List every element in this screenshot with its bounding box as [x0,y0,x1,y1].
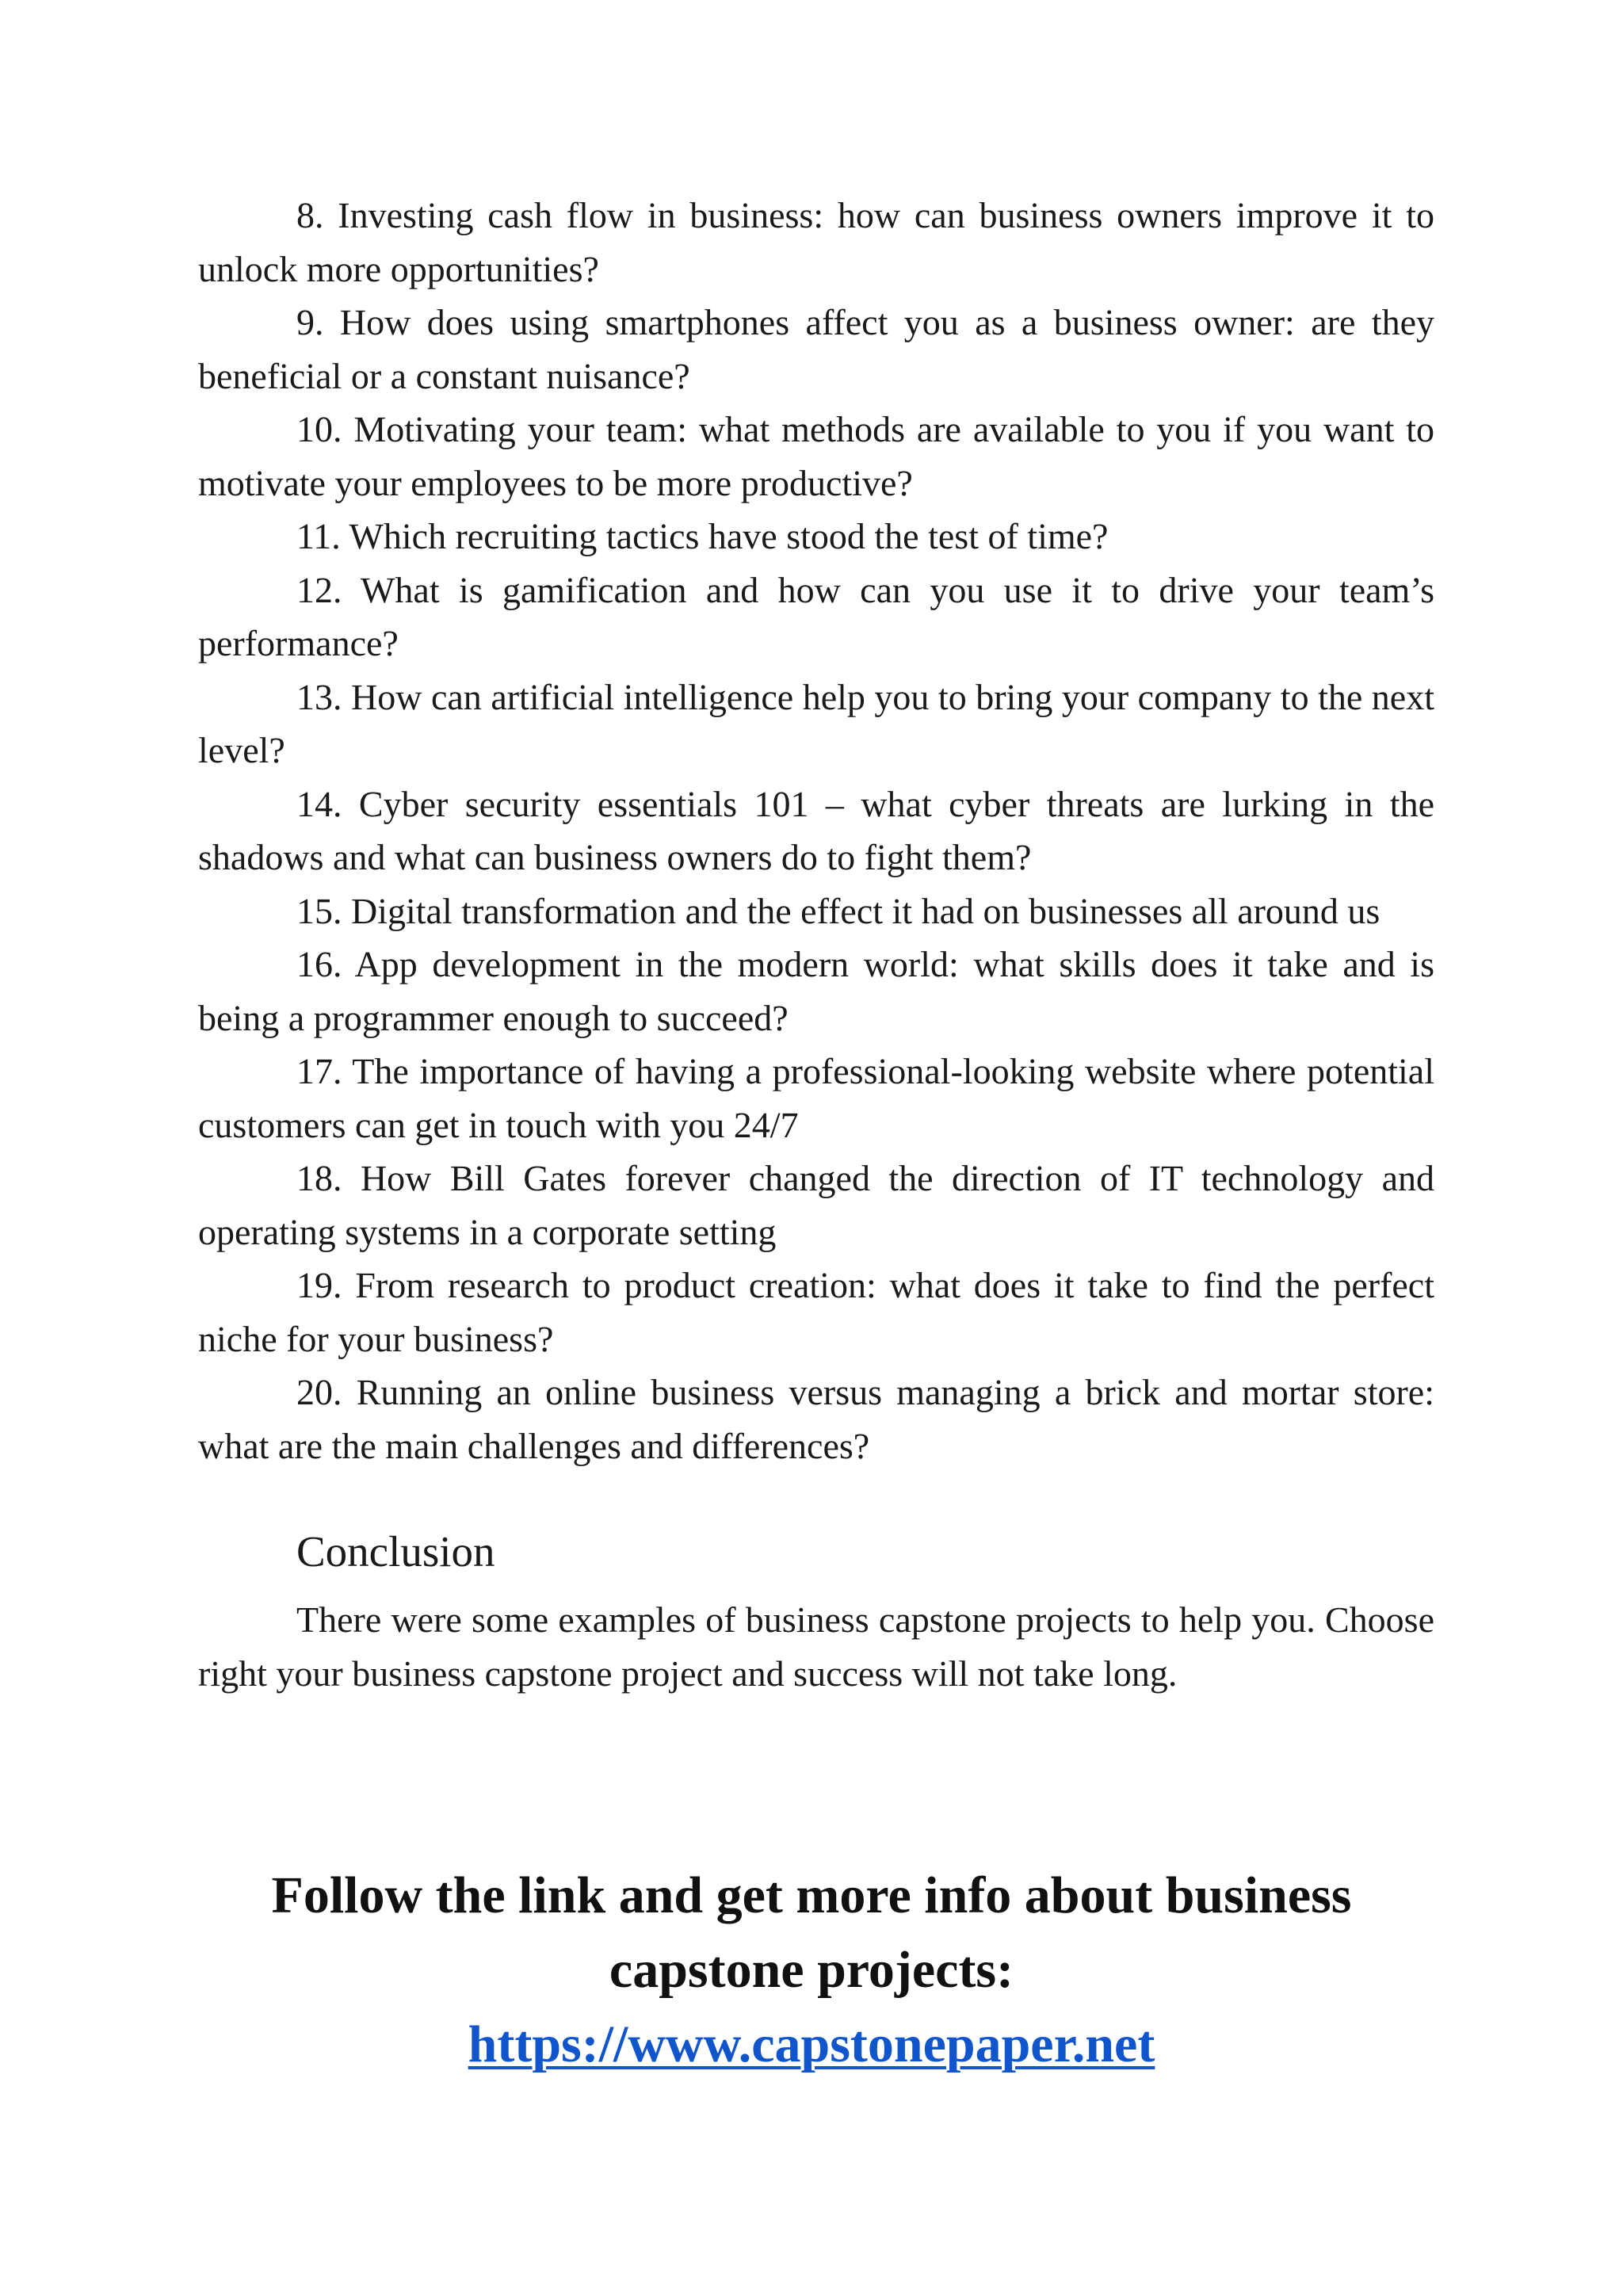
list-item-15: 15. Digital transformation and the effect it had on businesses all around us [296,890,1381,931]
list-item-17: 17. The importance of having a professional-looking website where potential customers can get in touch with you 24/7 [198,1051,1434,1145]
list-item-16: 16. App development in the modern world: what skills does it take and is being a programmer enough to succeed? [198,944,1434,1038]
call-to-action [0,1859,1623,2082]
list-item-14: 14. Cyber security essentials 101 – what cyber threats are lurking in the shadows and what can business owners do to fight them? [198,783,1434,877]
list-item-12: 12. What is gamification and how can you use it to drive your team’s performance? [198,569,1434,663]
list-item-11: 11. Which recruiting tactics have stood the test of time? [296,516,1109,556]
conclusion-body: There were some examples of business capstone projects to help you. Choose right your business capstone project and success will not take long. [198,1599,1434,1694]
conclusion-heading: Conclusion [296,1527,495,1576]
list-item-20: 20. Running an online business versus managing a brick and mortar store: what are the main challenges and differences? [198,1372,1434,1466]
list-item-8: 8. Investing cash flow in business: how can business owners improve it to unlock more opportunities? [198,195,1434,289]
list-item-13: 13. How can artificial intelligence help you to bring your company to the next level? [198,676,1434,770]
cta-text: Follow the link and get more info about business capstone projects: [271,1866,1352,1999]
capstonepaper-link[interactable]: https://www.capstonepaper.net [468,2015,1155,2073]
list-item-18: 18. How Bill Gates forever changed the direction of IT technology and operating systems in a corporate setting [198,1158,1434,1252]
list-item-19: 19. From research to product creation: what does it take to find the perfect niche for your business? [198,1265,1434,1359]
document-content [198,189,1434,1700]
list-item-10: 10. Motivating your team: what methods are available to you if you want to motivate your employees to be more productive? [198,409,1434,503]
list-item-9: 9. How does using smartphones affect you as a business owner: are they beneficial or a constant nuisance? [198,302,1434,396]
